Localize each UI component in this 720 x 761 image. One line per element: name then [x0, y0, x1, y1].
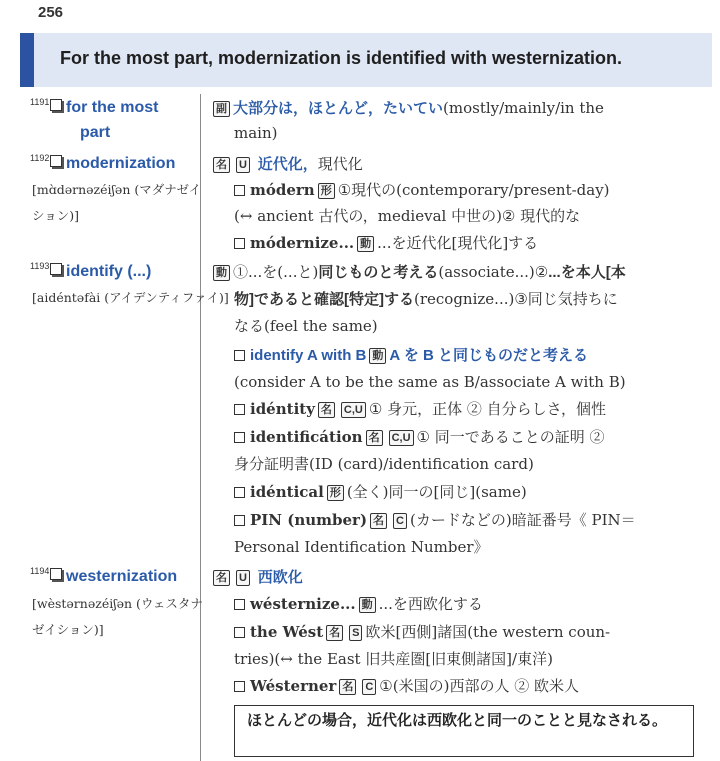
entry-word: modernization: [66, 155, 176, 172]
sub-text: ①現代の(contemporary/present-day): [337, 181, 610, 199]
square-icon: [234, 681, 245, 692]
sub-entry-westernize: [234, 592, 483, 616]
pronunciation: [aidéntəfài (アイデンティファイ)]: [32, 290, 229, 305]
count-tag: C: [362, 679, 376, 695]
sub-word: idéntical: [250, 483, 324, 501]
square-icon: [234, 627, 245, 638]
entry-head-1192: [30, 152, 175, 176]
pos-tag: 名: [213, 157, 230, 173]
entry-word-cont: part: [80, 124, 111, 141]
entry-1193-meaning-2: [234, 287, 618, 312]
pos-tag: 名: [366, 430, 383, 446]
entry-number: 1192: [30, 153, 50, 163]
entry-1193-meaning-1: [210, 260, 626, 285]
sub-entry-modern: [234, 178, 610, 202]
pos-tag: 名: [326, 625, 343, 641]
square-icon: [234, 350, 245, 361]
meaning-bold: ...を本人[本: [548, 264, 626, 281]
pronunciation: [wèstərnəzéiʃən (ウェスタナ: [32, 596, 203, 611]
sub-word: módernize...: [250, 234, 355, 252]
sub-entry-identify-with-cont: (consider A to be the same as B/associate A with B): [234, 373, 626, 391]
pos-tag: 形: [327, 485, 344, 501]
count-tag: U: [236, 570, 250, 586]
entry-head-1194: [30, 565, 177, 589]
entry-word: westernization: [66, 568, 178, 585]
sub-entry-pin: [234, 508, 636, 532]
pos-tag: 副: [213, 101, 230, 117]
pos-tag: 名: [339, 679, 356, 695]
entry-head-1191: [30, 96, 158, 120]
square-icon: [234, 238, 245, 249]
sub-entry-the-west: [234, 620, 610, 644]
count-tag: C,U: [389, 430, 414, 446]
sub-entry-modernize: [234, 231, 538, 255]
page-number: 256: [38, 4, 64, 21]
square-icon: [234, 599, 245, 610]
square-icon: [234, 404, 245, 415]
square-icon: [234, 185, 245, 196]
square-icon: [234, 487, 245, 498]
sub-text: ①(米国の)西部の人 ② 欧米人: [379, 677, 579, 695]
pos-tag: 動: [369, 348, 386, 364]
entry-1193-meaning-3: なる(feel the same): [234, 317, 378, 335]
pronunciation-cont: ション)]: [32, 208, 80, 223]
checkbox-icon[interactable]: [50, 263, 62, 275]
meaning-part: ①...を(...と): [233, 263, 319, 281]
pos-tag: 名: [318, 402, 335, 418]
pos-tag: 動: [357, 236, 374, 252]
sub-entry-pin-cont: Personal Identification Number》: [234, 538, 489, 556]
sub-text: (全く)同一の[同じ](same): [346, 483, 527, 501]
meaning-bold: 同じものと考える: [318, 264, 439, 281]
sub-entry-identify-with: [234, 343, 588, 368]
translation-text: ほとんどの場合，近代化は西欧化と同一のことと見なされる。: [247, 712, 668, 729]
entry-word: identify (...): [66, 263, 152, 280]
entry-1194-meaning: [210, 565, 303, 590]
count-tag: U: [236, 157, 250, 173]
sub-text: ...を近代化[現代化]する: [377, 234, 539, 252]
meaning-rest: 現代化: [317, 155, 363, 173]
translation-box: [234, 705, 694, 757]
square-icon: [234, 432, 245, 443]
sub-text: ...を西欧化する: [378, 595, 483, 613]
sub-word: identify A with B: [250, 347, 367, 364]
checkbox-icon[interactable]: [50, 99, 62, 111]
entry-1192-meaning: [210, 152, 363, 177]
sub-word: idéntity: [250, 400, 315, 418]
sub-word: identificátion: [250, 428, 363, 446]
entry-number: 1193: [30, 261, 50, 271]
sub-word: the Wést: [250, 623, 324, 641]
sub-entry-modern-cont: (↔ ancient 古代の，medieval 中世の)② 現代的な: [234, 207, 581, 225]
entry-1191-meaning-cont: main): [234, 124, 278, 142]
entry-word: for the most: [66, 99, 159, 116]
sub-text: ① 同一であることの証明 ②: [416, 428, 605, 446]
sub-entry-identification-cont: 身分証明書(ID (card)/identification card): [234, 455, 534, 473]
meaning-jp: 近代化，: [257, 156, 318, 173]
meaning-jp: 大部分は，ほとんど，たいてい: [233, 100, 444, 117]
pronunciation-cont: ゼイション)]: [32, 622, 104, 637]
pos-tag: 名: [213, 570, 230, 586]
count-tag: C: [393, 513, 407, 529]
sub-entry-identity: [234, 397, 606, 421]
sub-entry-identification: [234, 425, 605, 449]
sentence-banner: [20, 33, 712, 87]
pos-tag: 形: [318, 183, 335, 199]
sub-word: Wésterner: [250, 677, 337, 695]
banner-accent-bar: [20, 33, 34, 87]
sub-text: ① 身元，正体 ② 自分らしさ，個性: [368, 400, 607, 418]
pos-tag: 動: [213, 265, 230, 281]
square-icon: [234, 515, 245, 526]
sub-text: A を B と同じものだと考える: [389, 347, 589, 364]
entry-head-1193: [30, 260, 151, 284]
banner-sentence: For the most part, modernization is identified with westernization.: [60, 48, 623, 68]
meaning-part: (associate...)②: [438, 263, 549, 281]
sub-entry-westerner: [234, 674, 579, 698]
sub-text: 欧米[西側]諸国(the western coun-: [365, 623, 611, 641]
checkbox-icon[interactable]: [50, 568, 62, 580]
entry-number: 1191: [30, 97, 50, 107]
meaning-bold: 物]であると確認[特定]する: [234, 291, 414, 308]
entry-number: 1194: [30, 566, 50, 576]
count-tag: C,U: [341, 402, 366, 418]
pronunciation: [mɑ̀dərnəzéiʃən (マダナゼイ: [32, 182, 202, 197]
meaning-rest: (mostly/mainly/in the: [443, 99, 604, 117]
sub-word: módern: [250, 181, 315, 199]
sub-word: wésternize...: [250, 595, 356, 613]
count-tag: S: [349, 625, 362, 641]
pos-tag: 名: [370, 513, 387, 529]
sub-text: (カードなどの)暗証番号《 PIN＝: [410, 511, 636, 529]
sub-entry-the-west-cont: tries)(↔ the East 旧共産圏[旧東側諸国]/東洋): [234, 650, 553, 668]
meaning-jp: 西欧化: [257, 569, 303, 586]
sub-entry-identical: [234, 480, 527, 504]
sub-word: PIN (number): [250, 511, 368, 529]
checkbox-icon[interactable]: [50, 155, 62, 167]
entry-1191-meaning: [210, 96, 604, 121]
pos-tag: 動: [359, 597, 376, 613]
meaning-part: (recognize...)③同じ気持ちに: [414, 290, 618, 308]
